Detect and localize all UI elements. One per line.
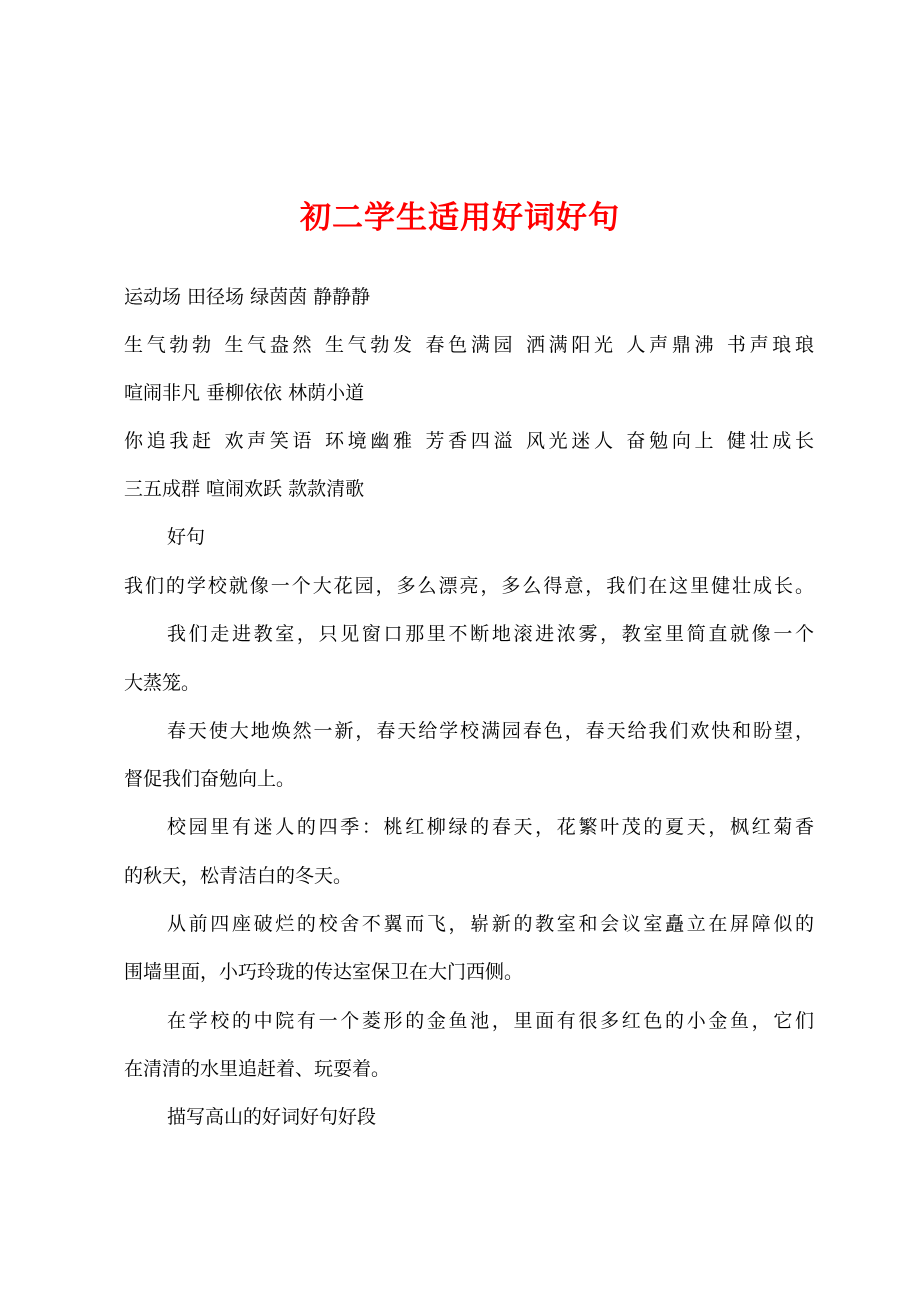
word-list-line: 你追我赶 欢声笑语 环境幽雅 芳香四溢 风光迷人 奋勉向上 健壮成长 [124, 430, 814, 452]
sentence-line: 我们走进教室，只见窗口那里不断地滚进浓雾，教室里简直就像一个 [167, 623, 814, 645]
sentence-line: 在清清的水里追赶着、玩耍着。 [124, 1058, 391, 1080]
section-heading: 描写高山的好词好句好段 [167, 1106, 377, 1128]
word-list-line: 喧闹非凡 垂柳依依 林荫小道 [124, 382, 365, 404]
word-list-line: 运动场 田径场 绿茵茵 静静静 [124, 286, 371, 308]
sentence-line: 校园里有迷人的四季：桃红柳绿的春天，花繁叶茂的夏天，枫红菊香 [167, 816, 814, 838]
sentence-line: 围墙里面，小巧玲珑的传达室保卫在大门西侧。 [124, 961, 524, 983]
sentence-line: 的秋天，松青洁白的冬天。 [124, 865, 353, 887]
sentence-line: 在学校的中院有一个菱形的金鱼池，里面有很多红色的小金鱼，它们 [167, 1010, 814, 1032]
sentence-line: 督促我们奋勉向上。 [124, 768, 296, 790]
document-title: 初二学生适用好词好句 [300, 200, 620, 236]
word-list-line: 生气勃勃 生气盎然 生气勃发 春色满园 洒满阳光 人声鼎沸 书声琅琅 [124, 334, 814, 356]
section-heading: 好句 [167, 526, 206, 548]
word-list-line: 三五成群 喧闹欢跃 款款清歌 [124, 478, 365, 500]
sentence-line: 从前四座破烂的校舍不翼而飞，崭新的教室和会议室矗立在屏障似的 [167, 913, 814, 935]
sentence-line: 我们的学校就像一个大花园，多么漂亮，多么得意，我们在这里健壮成长。 [124, 575, 814, 597]
sentence-line: 大蒸笼。 [124, 672, 201, 694]
sentence-line: 春天使大地焕然一新，春天给学校满园春色，春天给我们欢快和盼望， [167, 720, 814, 742]
